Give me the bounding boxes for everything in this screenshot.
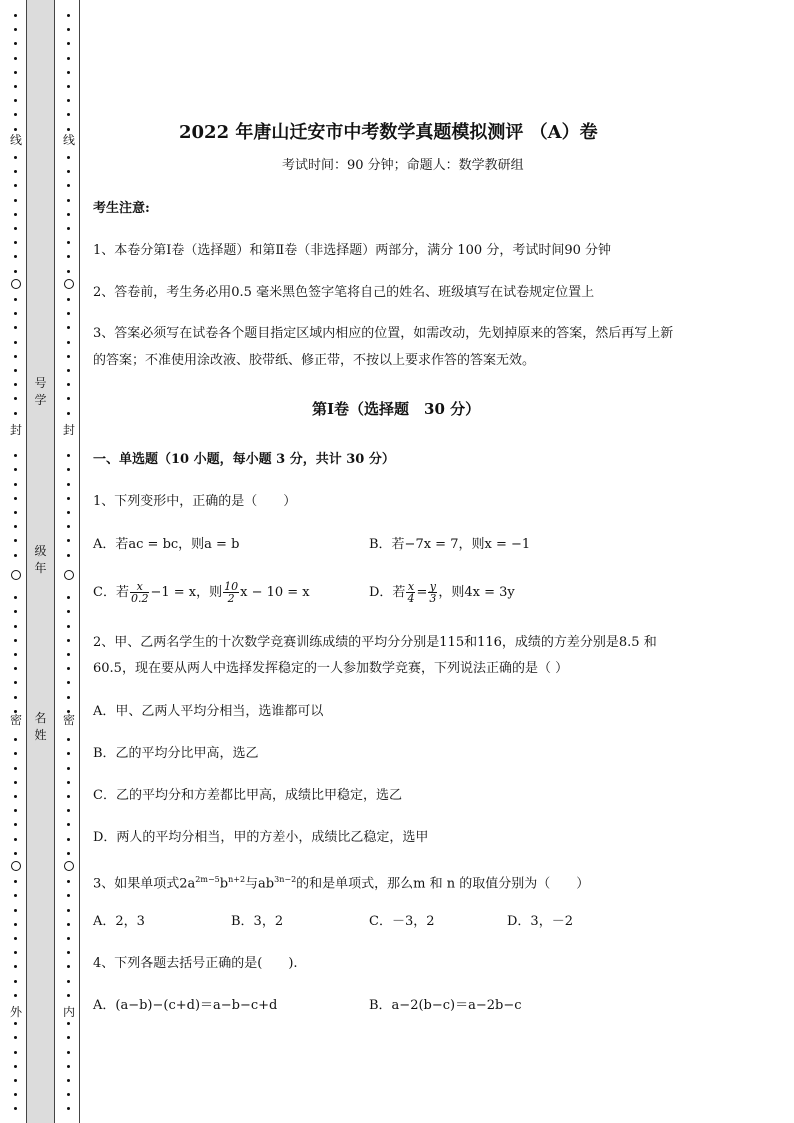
binding-dot bbox=[14, 809, 17, 812]
q1-option-b: B．若−7x = 7，则x = −1 bbox=[369, 537, 531, 552]
binding-dot bbox=[14, 965, 17, 968]
binding-dot bbox=[67, 951, 70, 954]
binding-dot bbox=[14, 923, 17, 926]
binding-dot bbox=[67, 994, 70, 997]
q1-d-f1-num: x bbox=[407, 580, 415, 593]
binding-dot bbox=[14, 1036, 17, 1039]
binding-dot bbox=[67, 397, 70, 400]
binding-dot bbox=[14, 1051, 17, 1054]
q1-c-fraction-1 bbox=[130, 581, 150, 604]
binding-dot bbox=[67, 483, 70, 486]
binding-dot bbox=[67, 298, 70, 301]
q1-d-middle: = bbox=[416, 585, 428, 600]
q1-d-f2-den: 3 bbox=[429, 592, 437, 605]
binding-dot bbox=[14, 85, 17, 88]
binding-dot bbox=[14, 823, 17, 826]
q4-stem: 4、下列各题去括号正确的是( ). bbox=[93, 956, 298, 971]
grade-char-2: 年 bbox=[34, 561, 47, 575]
binding-dot bbox=[14, 412, 17, 415]
q1-d-f2-num: y bbox=[429, 580, 436, 593]
q1-option-c bbox=[93, 578, 310, 608]
binding-dot bbox=[67, 369, 70, 372]
outer-mark: 外 bbox=[9, 1005, 22, 1019]
binding-hole-icon bbox=[64, 570, 74, 580]
notes-heading: 考生注意: bbox=[93, 201, 150, 216]
binding-dot bbox=[14, 71, 17, 74]
binding-dot bbox=[67, 241, 70, 244]
q1-option-a: A．若ac = bc，则a = b bbox=[93, 537, 240, 552]
q3-option-a: A．2，3 bbox=[93, 914, 145, 929]
student-id-char-1: 号 bbox=[34, 376, 47, 390]
binding-dot bbox=[14, 170, 17, 173]
binding-dot bbox=[67, 852, 70, 855]
note-item: 1、本卷分第Ⅰ卷（选择题）和第Ⅱ卷（非选择题）两部分，满分 100 分，考试时间90 分钟 bbox=[93, 243, 611, 258]
binding-dot bbox=[14, 639, 17, 642]
binding-dot bbox=[67, 738, 70, 741]
binding-dot bbox=[67, 42, 70, 45]
note-item: 3、答案必须写在试卷各个题目指定区域内相应的位置，如需改动，先划掉原来的答案，然后再写上新 bbox=[93, 326, 674, 341]
binding-dot bbox=[67, 639, 70, 642]
binding-dot bbox=[67, 1022, 70, 1025]
binding-dot bbox=[67, 156, 70, 159]
binding-dot bbox=[67, 184, 70, 187]
q1-c-f2-num: 10 bbox=[224, 580, 239, 593]
binding-dot bbox=[67, 525, 70, 528]
binding-dot bbox=[14, 951, 17, 954]
outer-mark: 密 bbox=[9, 713, 22, 727]
binding-dot bbox=[67, 937, 70, 940]
note-item: 的答案；不准使用涂改液、胶带纸、修正带，不按以上要求作答的答案无效。 bbox=[93, 353, 536, 368]
binding-dot bbox=[67, 539, 70, 542]
binding-dot bbox=[67, 199, 70, 202]
inner-mark: 密 bbox=[62, 713, 75, 727]
inner-dotted-line bbox=[63, 0, 75, 1123]
q2-option-a: A．甲、乙两人平均分相当，选谁都可以 bbox=[93, 704, 324, 719]
binding-dot bbox=[14, 483, 17, 486]
binding-dot bbox=[14, 128, 17, 131]
binding-hole-icon bbox=[11, 861, 21, 871]
binding-dot bbox=[14, 696, 17, 699]
binding-dot bbox=[14, 795, 17, 798]
binding-dot bbox=[67, 554, 70, 557]
grade-char-1: 级 bbox=[34, 544, 47, 558]
binding-dot bbox=[67, 113, 70, 116]
q3-exp-2: n+2 bbox=[228, 875, 246, 884]
binding-dot bbox=[14, 894, 17, 897]
binding-dot bbox=[67, 823, 70, 826]
binding-dot bbox=[67, 57, 70, 60]
binding-dot bbox=[67, 270, 70, 273]
binding-dot bbox=[67, 1065, 70, 1068]
binding-dot bbox=[14, 199, 17, 202]
binding-dot bbox=[14, 1065, 17, 1068]
binding-dot bbox=[67, 85, 70, 88]
q1-c-f1-num: x bbox=[130, 581, 150, 593]
binding-dot bbox=[14, 312, 17, 315]
binding-dot bbox=[14, 213, 17, 216]
outer-mark: 封 bbox=[9, 423, 22, 437]
part-heading: 一、单选题（10 小题，每小题 3 分，共计 30 分） bbox=[93, 452, 395, 467]
q4-option-b: B．a−2(b−c)＝a−2b−c bbox=[369, 998, 522, 1013]
binding-hole-icon bbox=[64, 279, 74, 289]
binding-dot bbox=[67, 341, 70, 344]
exam-subtitle: 考试时间：90 分钟；命题人：数学教研组 bbox=[282, 158, 524, 173]
binding-dot bbox=[67, 596, 70, 599]
binding-dot bbox=[14, 57, 17, 60]
binding-dot bbox=[67, 497, 70, 500]
q3-stem-mid1: b bbox=[219, 876, 229, 892]
binding-dot bbox=[14, 99, 17, 102]
binding-dot bbox=[67, 880, 70, 883]
binding-dot bbox=[14, 994, 17, 997]
binding-dot bbox=[67, 681, 70, 684]
q2-stem-line2: 60.5，现在要从两人中选择发挥稳定的一人参加数学竞赛，下列说法正确的是（ ） bbox=[93, 661, 569, 676]
binding-dot bbox=[14, 355, 17, 358]
binding-dot bbox=[67, 909, 70, 912]
binding-dot bbox=[14, 184, 17, 187]
binding-dot bbox=[14, 596, 17, 599]
q1-d-prefix: D．若 bbox=[369, 585, 406, 600]
binding-dot bbox=[14, 838, 17, 841]
q1-d-fraction-1 bbox=[406, 581, 415, 604]
binding-dot bbox=[67, 99, 70, 102]
binding-dot bbox=[14, 468, 17, 471]
q4-option-a: A．(a−b)−(c+d)＝a−b−c+d bbox=[93, 998, 278, 1013]
binding-dot bbox=[67, 1036, 70, 1039]
binding-dot bbox=[67, 511, 70, 514]
binding-dot bbox=[14, 341, 17, 344]
outer-mark: 线 bbox=[9, 133, 22, 147]
binding-dot bbox=[14, 42, 17, 45]
binding-dot bbox=[14, 909, 17, 912]
binding-dot bbox=[14, 383, 17, 386]
binding-dot bbox=[67, 625, 70, 628]
outer-dotted-line bbox=[10, 0, 22, 1123]
q3-stem-mid2: 与ab bbox=[245, 876, 275, 892]
binding-dot bbox=[14, 28, 17, 31]
student-id-char-2: 学 bbox=[34, 393, 47, 407]
binding-dot bbox=[14, 1107, 17, 1110]
note-item: 2、答卷前，考生务必用0.5 毫米黑色签字笔将自己的姓名、班级填写在试卷规定位置上 bbox=[93, 285, 595, 300]
binding-dot bbox=[67, 894, 70, 897]
binding-dot bbox=[14, 397, 17, 400]
margin-divider-line bbox=[79, 0, 80, 1123]
binding-dot bbox=[67, 752, 70, 755]
binding-dot bbox=[14, 625, 17, 628]
q1-option-d bbox=[369, 578, 515, 608]
binding-dot bbox=[67, 781, 70, 784]
inner-mark: 封 bbox=[62, 423, 75, 437]
binding-hole-icon bbox=[64, 861, 74, 871]
inner-mark: 内 bbox=[62, 1005, 75, 1019]
binding-hole-icon bbox=[11, 279, 21, 289]
inner-mark: 线 bbox=[62, 133, 75, 147]
grade-label bbox=[27, 543, 54, 577]
q3-exp-3: 3n−2 bbox=[274, 875, 297, 884]
q1-c-end: x − 10 = x bbox=[240, 585, 310, 600]
q3-exp-1: 2m−5 bbox=[195, 875, 220, 884]
binding-dot bbox=[14, 653, 17, 656]
binding-dot bbox=[67, 667, 70, 670]
binding-hole-icon bbox=[11, 570, 21, 580]
binding-dot bbox=[14, 298, 17, 301]
binding-dot bbox=[67, 227, 70, 230]
binding-dot bbox=[67, 454, 70, 457]
binding-dot bbox=[14, 554, 17, 557]
binding-dot bbox=[67, 468, 70, 471]
q3-option-c: C．－3，2 bbox=[369, 914, 435, 929]
binding-dot bbox=[67, 383, 70, 386]
q1-stem: 1、下列变形中，正确的是（ ） bbox=[93, 494, 297, 509]
section-title: 第Ⅰ卷（选择题 30 分） bbox=[312, 400, 481, 418]
binding-dot bbox=[14, 610, 17, 613]
binding-dot bbox=[67, 1079, 70, 1082]
binding-dot bbox=[67, 412, 70, 415]
binding-dot bbox=[14, 539, 17, 542]
binding-dot bbox=[14, 270, 17, 273]
binding-dot bbox=[14, 156, 17, 159]
binding-dot bbox=[14, 738, 17, 741]
binding-dot bbox=[14, 227, 17, 230]
binding-dot bbox=[14, 767, 17, 770]
binding-dot bbox=[14, 454, 17, 457]
binding-dot bbox=[14, 880, 17, 883]
binding-dot bbox=[14, 937, 17, 940]
q3-option-b: B．3，2 bbox=[231, 914, 284, 929]
q1-c-fraction-2 bbox=[223, 581, 239, 604]
binding-dot bbox=[67, 1051, 70, 1054]
student-id-label bbox=[27, 375, 54, 409]
binding-dot bbox=[14, 1093, 17, 1096]
binding-dot bbox=[14, 511, 17, 514]
binding-dot bbox=[67, 326, 70, 329]
q2-option-b: B．乙的平均分比甲高，选乙 bbox=[93, 746, 259, 761]
q1-d-end: ，则4x = 3y bbox=[438, 585, 515, 600]
binding-dot bbox=[14, 369, 17, 372]
q3-stem-pre: 3、如果单项式2a bbox=[93, 876, 196, 892]
q1-c-f1-den: 0.2 bbox=[130, 592, 149, 605]
binding-dot bbox=[67, 170, 70, 173]
binding-dot bbox=[14, 1022, 17, 1025]
binding-dot bbox=[67, 71, 70, 74]
binding-dot bbox=[14, 255, 17, 258]
binding-dot bbox=[67, 355, 70, 358]
binding-dot bbox=[14, 1079, 17, 1082]
binding-dot bbox=[67, 923, 70, 926]
q1-c-prefix: C．若 bbox=[93, 585, 129, 600]
binding-dot bbox=[14, 852, 17, 855]
binding-dot bbox=[67, 653, 70, 656]
binding-dot bbox=[67, 838, 70, 841]
q2-option-d: D．两人的平均分相当，甲的方差小，成绩比乙稳定，选甲 bbox=[93, 830, 429, 845]
q2-option-c: C．乙的平均分和方差都比甲高，成绩比甲稳定，选乙 bbox=[93, 788, 402, 803]
binding-dot bbox=[14, 667, 17, 670]
q3-option-d: D．3，－2 bbox=[507, 914, 573, 929]
binding-dot bbox=[14, 241, 17, 244]
binding-dot bbox=[67, 1107, 70, 1110]
binding-dot bbox=[14, 781, 17, 784]
q3-stem-post: 的和是单项式，那么m 和 n 的取值分别为（ ） bbox=[296, 876, 590, 892]
binding-dot bbox=[67, 809, 70, 812]
name-char-2: 姓 bbox=[34, 728, 47, 742]
name-char-1: 名 bbox=[34, 711, 47, 725]
q1-c-f2-den: 2 bbox=[227, 592, 235, 605]
binding-dot bbox=[14, 752, 17, 755]
binding-dot bbox=[67, 312, 70, 315]
name-label bbox=[27, 710, 54, 744]
binding-dot bbox=[67, 767, 70, 770]
binding-dot bbox=[67, 255, 70, 258]
binding-dot bbox=[67, 610, 70, 613]
q1-d-fraction-2 bbox=[428, 581, 437, 604]
binding-dot bbox=[67, 1093, 70, 1096]
q1-c-middle: −1 = x，则 bbox=[150, 585, 223, 600]
binding-dot bbox=[14, 326, 17, 329]
binding-dot bbox=[67, 14, 70, 17]
exam-title: 2022 年唐山迁安市中考数学真题模拟测评 （A）卷 bbox=[179, 122, 598, 143]
binding-dot bbox=[14, 497, 17, 500]
q2-stem-line1: 2、甲、乙两名学生的十次数学竞赛训练成绩的平均分分别是115和116，成绩的方差分别是8.5 和 bbox=[93, 635, 657, 650]
student-info-strip bbox=[26, 0, 55, 1123]
binding-dot bbox=[67, 696, 70, 699]
binding-dot bbox=[67, 128, 70, 131]
binding-dot bbox=[67, 980, 70, 983]
binding-dot bbox=[14, 525, 17, 528]
binding-dot bbox=[67, 795, 70, 798]
binding-dot bbox=[67, 28, 70, 31]
binding-dot bbox=[14, 14, 17, 17]
binding-dot bbox=[67, 213, 70, 216]
q1-d-f1-den: 4 bbox=[407, 592, 415, 605]
binding-dot bbox=[14, 681, 17, 684]
binding-dot bbox=[67, 965, 70, 968]
q3-stem bbox=[93, 871, 589, 893]
binding-dot bbox=[14, 113, 17, 116]
binding-dot bbox=[14, 980, 17, 983]
